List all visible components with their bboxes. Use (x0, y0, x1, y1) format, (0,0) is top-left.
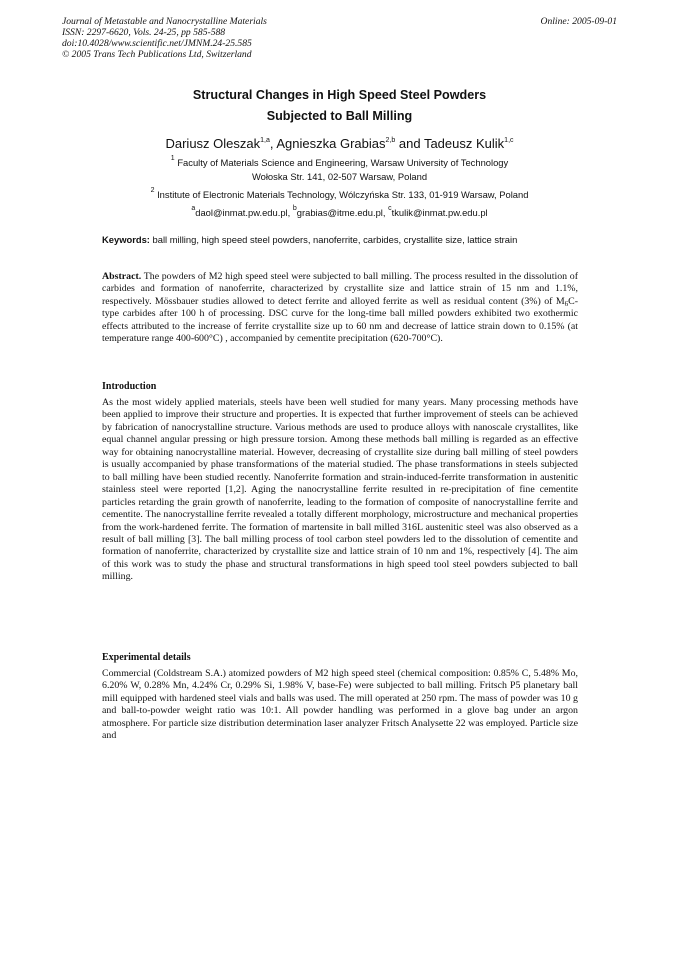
abstract (102, 271, 578, 346)
abstract-text: The powders of M2 high speed steel were subjected to ball milling. The process resulted in the dissolution of carbides and formation of nanoferrite, characterized by crystallite size and lattice strain of 15 nm and 1.1%, respectively. Mössbauer studies allowed to detect ferrite and alloyed ferrite as well as residual content (3%) of M (102, 271, 578, 307)
affiliation-1 (62, 155, 617, 168)
keywords (102, 234, 578, 246)
keywords-label: Keywords: (102, 234, 150, 245)
section-heading-introduction: Introduction (102, 381, 157, 392)
author-superscript: 1,c (504, 137, 514, 144)
abstract-text-continued: C-type carbides after 100 h of processing. DSC curve for the long-time ball milled powders exhibited two exothermic effects attributed to the increase of ferrite crystallite size up to 60 nm and decrease of lattice strain down to 0.15% (at temperature range 400-600°C) , accompanied by cementite precipitation (620-700°C). (102, 295, 578, 345)
experimental-paragraph: Commercial (Coldstream S.A.) atomized powders of M2 high speed steel (chemical composition: 0.85% C, 5.48% Mo, 6.20% W, 0.28% Mn, 4.24% Cr, 0.29% Si, 1.98% V, base-Fe) were subjected to ball milling. Fritsch P5 planetary ball mill equipped with hardened steel vials and balls was used. The mill operated at 250 rpm. The mass of powder was 10 g and ball-to-powder weight ratio was 10:1. All powder handling was performed in a glove bag under an argon atmosphere. For particle size distribution determination laser analyzer Fritsch Analysette 22 was employed. Particle size and (102, 668, 578, 742)
email-superscript: c (388, 205, 392, 212)
author-superscript: 1,a (260, 137, 270, 144)
paper-title-line-1: Structural Changes in High Speed Steel Powders (192, 88, 487, 102)
email-line (62, 205, 617, 218)
email-address: tkulik@inmat.pw.edu.pl (391, 207, 488, 218)
email-superscript: a (191, 205, 196, 212)
email-superscript: b (292, 205, 297, 212)
author-name: Agnieszka Grabias (276, 136, 386, 151)
author-conjunction: and (398, 136, 421, 151)
affiliation-text: Faculty of Materials Science and Engineering, Warsaw University of Technology (177, 157, 509, 168)
abstract-label: Abstract. (102, 271, 142, 282)
author-name: Dariusz Oleszak (165, 136, 261, 151)
journal-copyright: © 2005 Trans Tech Publications Ltd, Switzerland (62, 49, 252, 60)
online-date: Online: 2005-09-01 (540, 16, 617, 27)
affiliation-superscript: 1 (170, 155, 175, 162)
affiliation-1-address: Wołoska Str. 141, 02-507 Warsaw, Poland (251, 171, 428, 182)
journal-header (62, 16, 617, 60)
author-superscript: 2,b (385, 137, 396, 144)
keywords-text: ball milling, high speed steel powders, nanoferrite, carbides, crystallite size, lattice strain (152, 234, 518, 245)
journal-name: Journal of Metastable and Nanocrystalline Materials (62, 16, 267, 27)
author-name: Tadeusz Kulik (423, 136, 505, 151)
journal-doi: doi:10.4028/www.scientific.net/JMNM.24-25.585 (62, 38, 252, 49)
affiliation-superscript: 2 (150, 187, 155, 194)
abstract-subscript: 6 (564, 299, 569, 308)
author-list: Dariusz Oleszak$^{1,a}$, Agnieszka Grabias$^{2,b}$ and Tadeusz Kulik$^{1,c}$ (165, 136, 514, 151)
journal-issn: ISSN: 2297-6620, Vols. 24-25, pp 585-588 (62, 27, 226, 38)
affiliation-text: Institute of Electronic Materials Technology, Wólczyńska Str. 133, 01-919 Warsaw, Poland (157, 189, 529, 200)
email-address: daol@inmat.pw.edu.pl, (195, 207, 291, 218)
email-address: grabias@itme.edu.pl, (296, 207, 386, 218)
paper-title-line-2: Subjected to Ball Milling (266, 109, 413, 123)
section-heading-experimental: Experimental details (102, 652, 191, 663)
introduction-paragraph: As the most widely applied materials, steels have been well studied for many years. Many processing methods have been applied to improve their structure and properties. It is expected that further improvement of steels can be achieved by fabrication of nanocrystalline structure. Various methods are used to produce alloys with nanoscale crystallites, like equal channel angular pressing or high pressure torsion. Among these methods ball milling is regarded as an effective way for obtaining nanocrystalline material. However, decreasing of crystallite size during ball milling of steel powders is usually accompanied by phase transformations of the material studied. The phase transformations in steels subjected to ball milling have been studied recently. Nanoferrite formation and strain-induced-ferrite transformation in austenitic stainless steel were reported [1,2]. Aging the nanocrystalline ferrite resulted in re-precipitation of fine cementite particles retarding the grain growth of nanoferrite, leading to the formation of composite of nanocrystalline ferrite and cementite. The nanocrystalline ferrite revealed a totally different morphology, microstructure and mechanical properties from the work-hardened ferrite. The formation of martensite in ball milled 316L austenitic steel was also observed as a result of ball milling [3]. The ball milling process of tool carbon steel powders led to the dissolution of cementite and formation of nanoferrite, characterized by crystallite size and lattice strain of 10 nm and 1%, respectively [4]. The aim of this work was to study the phase and structural transformations in high speed tool steel powders subjected to ball milling. (102, 397, 578, 583)
affiliation-2 (62, 187, 617, 200)
